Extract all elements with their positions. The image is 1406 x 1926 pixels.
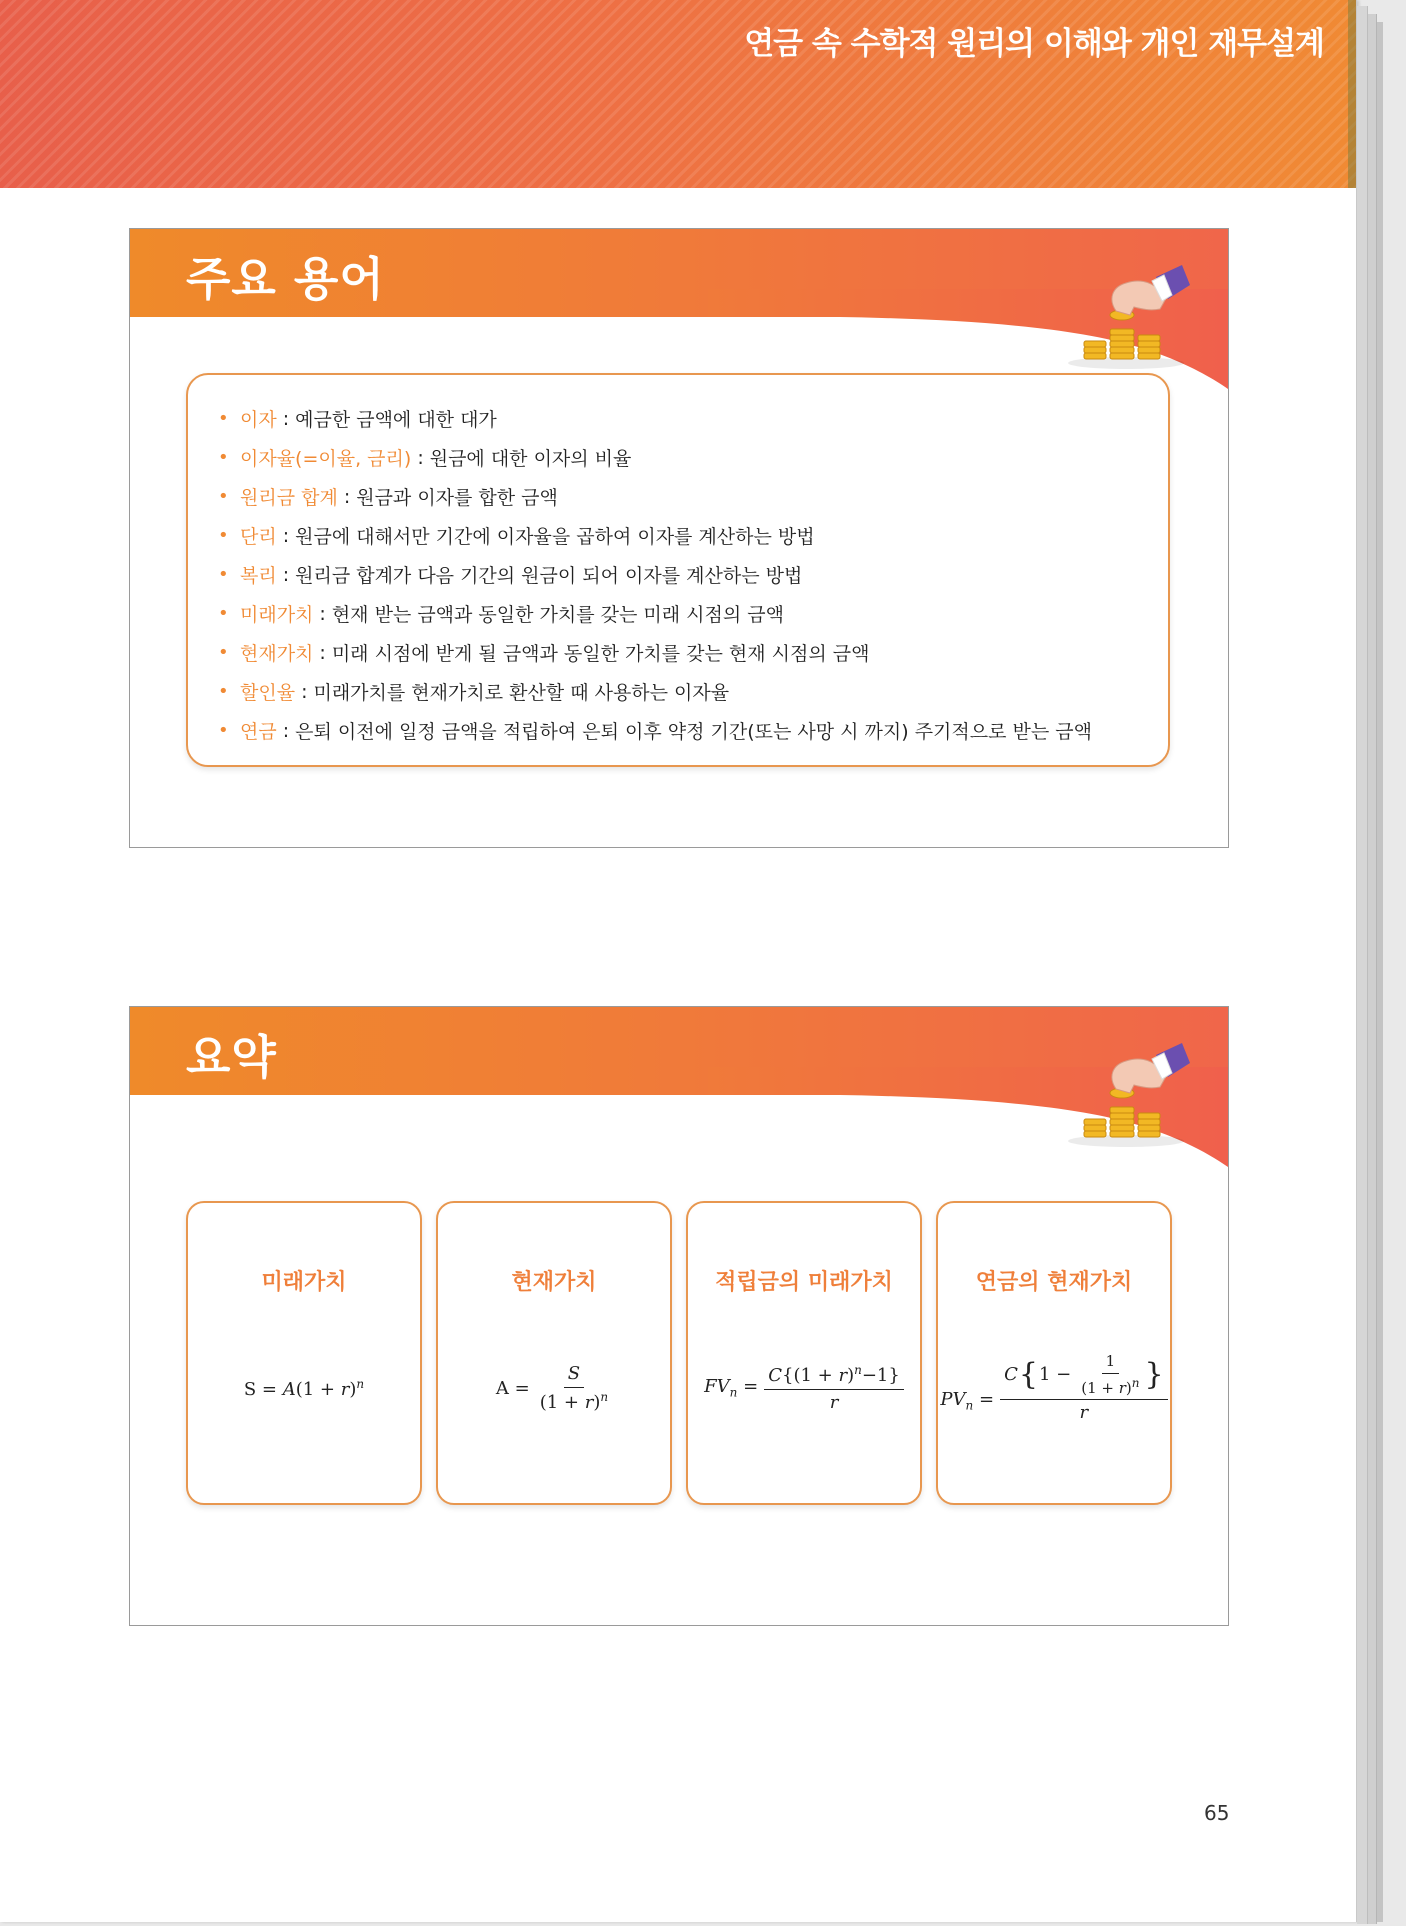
page-stack-edge bbox=[1377, 22, 1383, 1922]
term-item bbox=[218, 672, 1144, 711]
key-terms-panel bbox=[129, 228, 1229, 848]
term-item bbox=[218, 477, 1144, 516]
panel-title: 주요 용어 bbox=[186, 252, 385, 306]
term-separator: : bbox=[282, 524, 290, 547]
terms-box bbox=[186, 373, 1170, 767]
term-desc: 미래가치를 현재가치로 환산할 때 사용하는 이자율 bbox=[313, 682, 730, 704]
formula-present-value: A = $\frac{S}{(1 + r)^n}$ bbox=[495, 1362, 609, 1413]
card-title: 현재가치 bbox=[511, 1270, 597, 1295]
running-title: 연금 속 수학적 원리의 이해와 개인 재무설계 bbox=[744, 26, 1324, 62]
term-key: 복리 bbox=[240, 565, 277, 587]
coins-hand-icon bbox=[1064, 1037, 1194, 1149]
term-item bbox=[218, 516, 1144, 555]
bullet-dot-icon: • bbox=[218, 681, 229, 702]
bullet-dot-icon: • bbox=[218, 603, 229, 624]
term-separator: : bbox=[282, 407, 290, 430]
term-desc: 현재 받는 금액과 동일한 가치를 갖는 미래 시점의 금액 bbox=[331, 604, 784, 626]
term-key: 미래가치 bbox=[240, 604, 314, 626]
term-item bbox=[218, 633, 1144, 672]
term-separator: : bbox=[301, 680, 308, 703]
term-separator: : bbox=[319, 641, 326, 664]
term-separator: : bbox=[282, 719, 290, 742]
term-key: 원리금 합계 bbox=[240, 487, 338, 509]
summary-card-present-value bbox=[436, 1201, 672, 1505]
term-key: 현재가치 bbox=[240, 643, 314, 665]
term-item bbox=[218, 711, 1144, 750]
card-title: 적립금의 미래가치 bbox=[715, 1270, 893, 1295]
bullet-dot-icon: • bbox=[218, 408, 229, 429]
term-desc: 원금과 이자를 합한 금액 bbox=[356, 487, 558, 509]
panel-title: 요약 bbox=[186, 1030, 277, 1084]
term-desc: 원리금 합계가 다음 기간의 원금이 되어 이자를 계산하는 방법 bbox=[295, 565, 803, 587]
summary-card-future-value bbox=[186, 1201, 422, 1505]
term-desc: 은퇴 이전에 일정 금액을 적립하여 은퇴 이후 약정 기간(또는 사망 시 까지) 주기적으로 받는 금액 bbox=[295, 721, 1092, 743]
card-title: 미래가치 bbox=[261, 1270, 347, 1295]
bullet-dot-icon: • bbox=[218, 564, 229, 585]
term-key: 연금 bbox=[240, 721, 277, 743]
term-item bbox=[218, 399, 1144, 438]
term-key: 할인율 bbox=[240, 682, 296, 704]
term-item bbox=[218, 594, 1144, 633]
bullet-dot-icon: • bbox=[218, 642, 229, 663]
term-item bbox=[218, 438, 1144, 477]
page-number: 65 bbox=[1204, 1801, 1230, 1825]
summary-card-accumulation-future-value bbox=[686, 1201, 922, 1505]
bullet-dot-icon: • bbox=[218, 525, 229, 546]
term-separator: : bbox=[343, 485, 351, 508]
term-desc: 미래 시점에 받게 될 금액과 동일한 가치를 갖는 현재 시점의 금액 bbox=[331, 643, 870, 665]
term-separator: : bbox=[319, 602, 326, 625]
term-desc: 원금에 대한 이자의 비율 bbox=[429, 448, 632, 470]
bullet-dot-icon: • bbox=[218, 447, 229, 468]
bullet-dot-icon: • bbox=[218, 486, 229, 507]
term-key: 이자율(=이율, 금리) bbox=[240, 448, 412, 470]
header-edge-stripe bbox=[1348, 0, 1356, 188]
term-separator: : bbox=[282, 563, 290, 586]
term-item bbox=[218, 555, 1144, 594]
formula-annuity-present-value: $PV_n$ = C { 1 − $\frac{1}{(1 + r)^n}$ } r bbox=[938, 1353, 1170, 1423]
formula-accumulation-future-value: $FV_n$ = $\frac{C\{(1 + r)^n-1\}}{r}$ bbox=[688, 1353, 920, 1423]
coins-hand-icon bbox=[1064, 259, 1194, 371]
term-separator: : bbox=[417, 446, 424, 469]
term-desc: 원금에 대해서만 기간에 이자율을 곱하여 이자를 계산하는 방법 bbox=[295, 526, 815, 548]
page-stack-edge bbox=[1368, 14, 1377, 1924]
formula-future-value: $S = A(1 + r)^n$ bbox=[243, 1376, 365, 1400]
page-stack-edge bbox=[1357, 6, 1368, 1924]
top-header-band bbox=[0, 0, 1356, 188]
term-desc: 예금한 금액에 대한 대가 bbox=[295, 409, 497, 431]
card-title: 연금의 현재가치 bbox=[975, 1270, 1133, 1295]
summary-panel bbox=[129, 1006, 1229, 1626]
bullet-dot-icon: • bbox=[218, 720, 229, 741]
term-key: 이자 bbox=[240, 409, 277, 431]
term-key: 단리 bbox=[240, 526, 277, 548]
summary-card-annuity-present-value bbox=[936, 1201, 1172, 1505]
